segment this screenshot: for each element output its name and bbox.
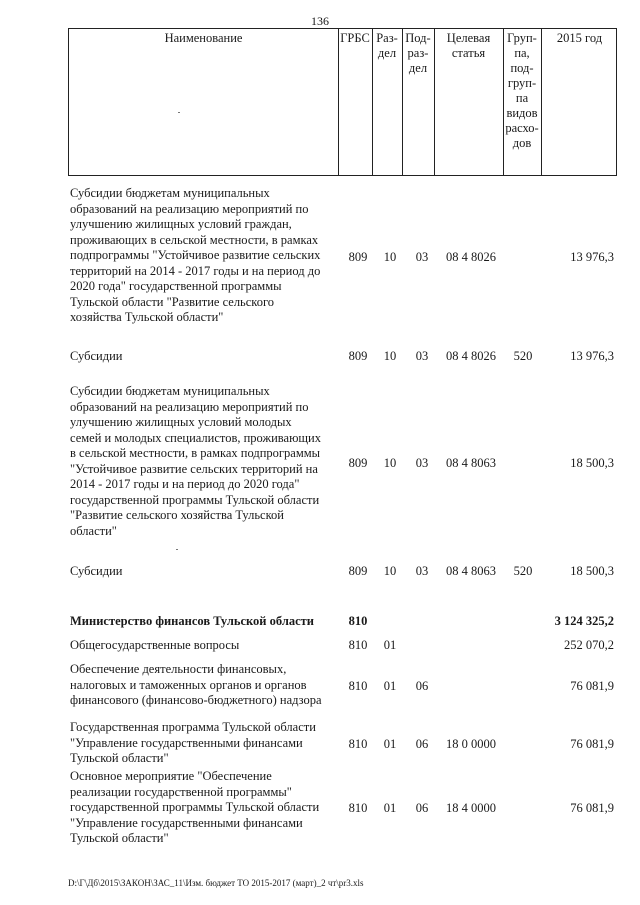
- cell-podrazdel: 03: [415, 456, 429, 470]
- name-line: Обеспечение деятельности финансовых,: [70, 662, 287, 676]
- header-vid-line: Груп-: [507, 31, 537, 45]
- cell-grbs: 809: [348, 564, 368, 578]
- cell-razdel: 10: [383, 456, 397, 470]
- cell-amount: 76 081,9: [570, 679, 614, 693]
- header-celevaya: [434, 31, 503, 61]
- name-line: налоговых и таможенных органов и органов: [70, 677, 307, 692]
- header-vid-line: дов: [512, 136, 532, 150]
- header-grbs: ГРБС: [340, 31, 370, 45]
- name-line: проживающих в сельской местности, в рамках: [70, 232, 319, 247]
- row-name: [70, 638, 338, 654]
- cell-amount: 18 500,3: [570, 456, 614, 470]
- table-row: [68, 186, 617, 326]
- header-year: 2015 год: [556, 31, 603, 45]
- name-line: Субсидии бюджетам муниципальных: [70, 384, 270, 398]
- name-line: в сельской местности, в рамках подпрограммы: [70, 446, 321, 460]
- cell-vid: 520: [513, 349, 533, 363]
- name-line: Субсидии: [70, 349, 123, 363]
- name-line: улучшению жилищных условий молодых: [70, 415, 292, 429]
- header-name: Наименование: [164, 31, 243, 45]
- name-line: области": [70, 523, 117, 538]
- header-vid-line: расхо-: [505, 121, 539, 135]
- name-line: 2020 года" государственной программы: [70, 279, 282, 293]
- cell-grbs: 810: [348, 737, 368, 751]
- table-row: [68, 384, 617, 544]
- row-name: [70, 614, 338, 630]
- table-header: [68, 28, 617, 176]
- table-row: [68, 720, 617, 768]
- name-line: Субсидии: [70, 564, 123, 578]
- cell-razdel: 10: [383, 564, 397, 578]
- table-row: [68, 638, 617, 656]
- cell-amount: 76 081,9: [570, 737, 614, 751]
- name-line: Субсидии бюджетам муниципальных: [70, 186, 270, 200]
- cell-razdel: 10: [383, 250, 397, 264]
- name-line: "Развитие сельского хозяйства Тульской: [70, 508, 284, 522]
- cell-vid: 520: [513, 564, 533, 578]
- header-podrazdel-line: Под-: [405, 31, 431, 45]
- name-line: семей и молодых специалистов, проживающих: [70, 430, 321, 445]
- cell-podrazdel: 06: [415, 801, 429, 815]
- cell-celevaya: 08 4 8026: [446, 250, 496, 264]
- cell-celevaya: 08 4 8026: [446, 349, 496, 363]
- row-name: [70, 662, 338, 709]
- name-line: реализации государственной программы": [70, 784, 292, 799]
- cell-grbs: 810: [348, 614, 368, 628]
- name-line: Тульской области": [70, 751, 169, 765]
- column-divider: [338, 29, 339, 175]
- name-line: государственной программы Тульской области: [70, 800, 320, 814]
- name-line: Общегосударственные вопросы: [70, 638, 240, 652]
- cell-podrazdel: 03: [415, 250, 429, 264]
- name-line: подпрограммы "Устойчивое развитие сельских: [70, 248, 321, 262]
- header-celevaya-line: статья: [451, 46, 486, 60]
- scan-speck: [176, 549, 178, 550]
- cell-amount: 13 976,3: [570, 250, 614, 264]
- header-celevaya-line: Целевая: [446, 31, 491, 45]
- cell-amount: 252 070,2: [564, 638, 614, 652]
- cell-podrazdel: 03: [415, 564, 429, 578]
- name-line: 2014 - 2017 годы и на период до 2020 года": [70, 477, 300, 491]
- cell-amount: 76 081,9: [570, 801, 614, 815]
- cell-grbs: 810: [348, 679, 368, 693]
- row-name: [70, 349, 338, 365]
- header-podrazdel-line: раз-: [407, 46, 429, 60]
- cell-celevaya: 08 4 8063: [446, 456, 496, 470]
- header-vid: [503, 31, 541, 151]
- file-path-footer: D:\Г\Дб\2015\ЗАКОН\ЗАС_11\Изм. бюджет ТО 2015-2017 (март)_2 чт\pr3.xls: [68, 878, 364, 888]
- cell-razdel: 01: [383, 801, 397, 815]
- name-line: Тульской области": [70, 831, 169, 845]
- cell-amount: 3 124 325,2: [554, 614, 614, 628]
- row-name: [70, 769, 338, 847]
- cell-razdel: 01: [383, 737, 397, 751]
- name-line: Основное мероприятие "Обеспечение: [70, 769, 272, 783]
- header-podrazdel-line: дел: [408, 61, 428, 75]
- row-name: [70, 186, 338, 326]
- header-razdel: [372, 31, 402, 61]
- cell-celevaya: 18 4 0000: [446, 801, 496, 815]
- header-vid-line: па,: [514, 46, 530, 60]
- name-line: Государственная программа Тульской области: [70, 720, 316, 734]
- cell-grbs: 809: [348, 250, 368, 264]
- cell-amount: 13 976,3: [570, 349, 614, 363]
- cell-podrazdel: 06: [415, 679, 429, 693]
- header-podrazdel: [402, 31, 434, 76]
- cell-razdel: 10: [383, 349, 397, 363]
- cell-razdel: 01: [383, 679, 397, 693]
- row-name: [70, 564, 338, 580]
- table-row: [68, 564, 617, 582]
- cell-grbs: 809: [348, 456, 368, 470]
- cell-grbs: 809: [348, 349, 368, 363]
- name-line: государственной программы Тульской области: [70, 492, 320, 507]
- name-line: финансового (финансово-бюджетного) надзора: [70, 693, 322, 707]
- name-line: "Управление государственными финансами: [70, 815, 303, 830]
- cell-celevaya: 08 4 8063: [446, 564, 496, 578]
- row-name: [70, 384, 338, 539]
- name-line: "Управление государственными финансами: [70, 735, 303, 750]
- cell-grbs: 810: [348, 638, 368, 652]
- table-row: [68, 662, 617, 710]
- column-divider: [541, 29, 542, 175]
- cell-amount: 18 500,3: [570, 564, 614, 578]
- cell-grbs: 810: [348, 801, 368, 815]
- header-vid-line: па: [515, 91, 529, 105]
- cell-podrazdel: 06: [415, 737, 429, 751]
- table-row: [68, 769, 617, 849]
- cell-podrazdel: 03: [415, 349, 429, 363]
- name-line: Тульской области "Развитие сельского: [70, 294, 275, 309]
- cell-razdel: 01: [383, 638, 397, 652]
- name-line: образований на реализацию мероприятий по: [70, 201, 309, 216]
- header-razdel-line: дел: [377, 46, 397, 60]
- header-vid-line: груп-: [507, 76, 537, 90]
- header-vid-line: видов: [506, 106, 538, 120]
- name-line: улучшению жилищных условий граждан,: [70, 217, 292, 231]
- row-name: [70, 720, 338, 767]
- table-row: [68, 614, 617, 632]
- name-line: "Устойчивое развитие сельских территорий на: [70, 461, 318, 476]
- table-row: [68, 349, 617, 367]
- page-number: 136: [311, 14, 329, 28]
- name-line: хозяйства Тульской области": [70, 310, 224, 324]
- name-line: Министерство финансов Тульской области: [70, 614, 314, 628]
- name-line: образований на реализацию мероприятий по: [70, 399, 309, 414]
- header-vid-line: под-: [510, 61, 534, 75]
- header-razdel-line: Раз-: [376, 31, 398, 45]
- name-line: территорий на 2014 - 2017 годы и на период до: [70, 263, 321, 278]
- cell-celevaya: 18 0 0000: [446, 737, 496, 751]
- scan-speck: [178, 112, 180, 113]
